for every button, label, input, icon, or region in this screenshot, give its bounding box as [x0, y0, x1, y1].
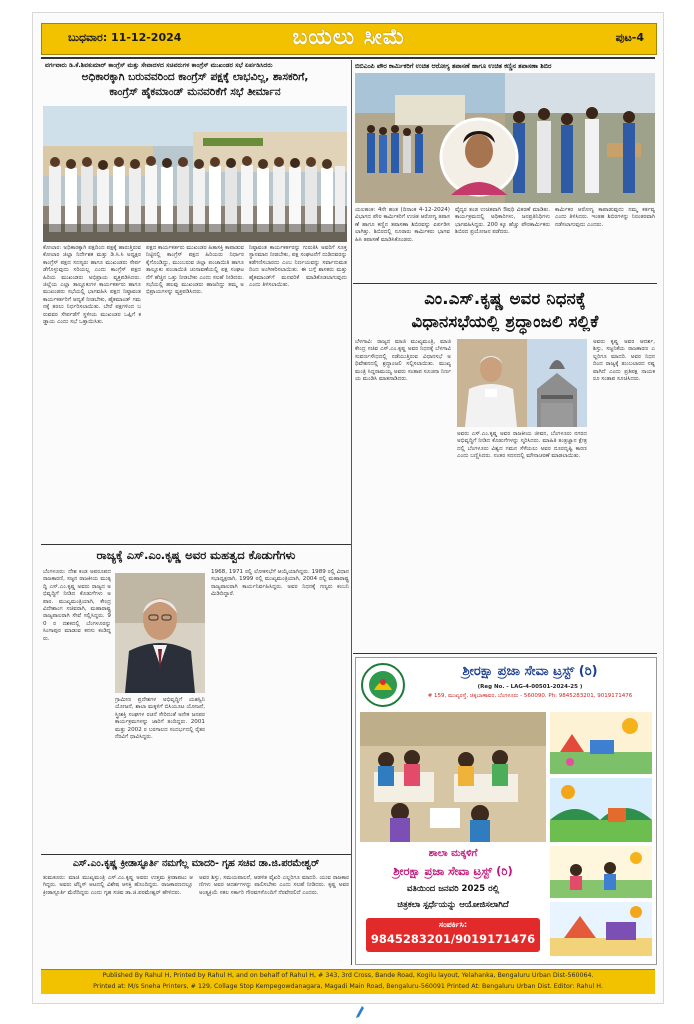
- ad-painting-3: [550, 846, 652, 898]
- story1-body-col3: ನಿಷ್ಠಾವಂತ ಕಾರ್ಯಕರ್ತರನ್ನು ಗುರುತಿಸಿ ಅವರಿಗೆ ಸೂಕ್ತ ಸ್ಥಾನಮಾನ ನೀಡಬೇಕು, ಪಕ್ಷ ಸಂಘಟನೆಗೆ ದುಡಿದವರನ್ನು ಕಡೆಗಣಿಸಬಾರದು ಎಂಬ ನಿರ್ಣಯವನ್ನು ಸರ್ವಾನುಮತದಿಂದ ಅಂಗೀಕರಿಸಲಾಯಿತು. ಈ ಬಗ್ಗೆ ಶಾಸಕರು ಮತ್ತು ಹೈಕಮಾಂಡ್‌ಗೆ ಮನವರಿಕೆ ಮಾಡಿಕೊಡಲಾಗುವುದು ಎಂದು ತಿಳಿಸಲಾಯಿತು.: [249, 245, 347, 289]
- masthead: [41, 23, 657, 55]
- story1-body-col2: ಪಕ್ಷದ ಕಾರ್ಯಕರ್ತರು ಮುಖಂಡರ ಹಿತಾಸಕ್ತಿ ಕಾಪಾಡುವ ನಿಟ್ಟಿನಲ್ಲಿ ಕಾಂಗ್ರೆಸ್ ಪಕ್ಷದ ಹಿರಿಯರು ನಿರ್ಧಾರ ಕೈಗೊಂಡಿದ್ದು, ಮುಂಬರುವ ಜಿಲ್ಲಾ ಪಂಚಾಯಿತಿ ಹಾಗೂ ತಾಲ್ಲೂಕು ಪಂಚಾಯಿತಿ ಚುನಾವಣೆಯಲ್ಲಿ ಪಕ್ಷ ಸಂಘಟನೆಗೆ ಹೆಚ್ಚಿನ ಒತ್ತು ನೀಡಬೇಕು ಎಂದು ಸಲಹೆ ನೀಡಿದರು. ಸಭೆಯಲ್ಲಿ ಹಲವು ಮುಖಂಡರು ಹಾಜರಿದ್ದು ತಮ್ಮ ಅಭಿಪ್ರಾಯಗಳನ್ನು ವ್ಯಕ್ತಪಡಿಸಿದರು.: [146, 245, 244, 296]
- health-camp-illustration: [355, 73, 655, 203]
- story3-headline-1: ಎಂ.ಎಸ್.ಕೃಷ್ಣ ಅವರ ನಿಧನಕ್ಕೆ: [424, 289, 586, 308]
- trust-reg-no: (Reg No. - LAG-4-00501-2024-25 ): [477, 684, 583, 690]
- painting-illustration-4: [550, 902, 652, 956]
- newspaper-title: ಬಯಲು ಸೀಮೆ: [292, 25, 406, 50]
- advertisement: [355, 657, 657, 965]
- section-divider-right-2: [353, 653, 657, 654]
- portrait-illustration: [115, 573, 205, 693]
- story5-headline: ಎಸ್.ಎಂ.ಕೃಷ್ಣ ಕ್ರೀಡಾಸ್ಫೂರ್ತಿ ನಮಗೆಲ್ಲ ಮಾದರಿ- ಗೃಹ ಸಚಿವ ಡಾ.ಜಿ.ಪರಮೇಶ್ವರ್: [72, 858, 320, 869]
- trust-logo-icon: [360, 662, 406, 708]
- story3-assembly-photo: [457, 339, 587, 427]
- ad-contact-phones: 9845283201/9019171476: [370, 932, 536, 946]
- story4-body-col1: ಬೆಂಗಳೂರು: ದೇಶ ಕಂಡ ಅಪರೂಪದ ರಾಜಕಾರಣಿ, ಸಜ್ಜನ ರಾಜಕೀಯ ಮುತ್ಸದ್ದಿ ಎಸ್.ಎಂ.ಕೃಷ್ಣ ಅವರು ರಾಜ್ಯದ ಅಭಿವೃದ್ಧಿಗೆ ನೀಡಿದ ಕೊಡುಗೆಗಳು ಅಪಾರ. ಮುಖ್ಯಮಂತ್ರಿಯಾಗಿ, ಕೇಂದ್ರ ವಿದೇಶಾಂಗ ಸಚಿವರಾಗಿ, ಮಹಾರಾಷ್ಟ್ರ ರಾಜ್ಯಪಾಲರಾಗಿ ಸೇವೆ ಸಲ್ಲಿಸಿದ್ದರು. 90 ರ ದಶಕದಲ್ಲಿ ಬೆಂಗಳೂರನ್ನು ಸಿಂಗಾಪುರ ಮಾಡುವ ಕನಸು ಕಂಡಿದ್ದರು.: [43, 569, 111, 642]
- story5-body-col2: ಅವರ ಶಿಸ್ತು, ಸಮಯಪಾಲನೆ, ಆಡಳಿತ ವೈಖರಿ ಎಲ್ಲರಿಗೂ ಮಾದರಿ. ಯುವ ರಾಜಕಾರಣಿಗಳು ಅವರ ಆದರ್ಶಗಳನ್ನು ಪಾಲಿಸಬೇಕು ಎಂದು ಸಲಹೆ ನೀಡಿದರು. ಕೃಷ್ಣ ಅವರ ಅಂತ್ಯಕ್ರಿಯೆ ಸಕಲ ಸರ್ಕಾರಿ ಗೌರವಗಳೊಂದಿಗೆ ನೆರವೇರಲಿದೆ ಎಂದರು.: [199, 875, 349, 896]
- children-drawing-illustration: [360, 712, 546, 842]
- trust-address: # 159, ಮುಖ್ಯರಸ್ತೆ, ಚಿಕ್ಕಬಾಣಾವರ, ಬೆಂಗಳೂರು - 560090. Ph: 9845283201, 9019171476: [427, 693, 633, 699]
- ad-contact-label: ಸಂಪರ್ಕಿಸಿ:: [438, 920, 468, 929]
- story1-kicker: ವರ್ಗವಾರು ಡಿ.ಕೆ.ಶಿವಕುಮಾರ್ ಕಾಂಗ್ರೆಸ್ ಮತ್ತು ಸೇವಾದಳದ ಸಚಿವರುಗಳ ಕಾಂಗ್ರೆಸ್ ಮುಖಂಡರ ಸಭೆ ಏರ್ಪಡಿಸಿದರು: [45, 62, 273, 69]
- story3-body-col1: ಬೆಳಗಾವಿ: ರಾಜ್ಯದ ಮಾಜಿ ಮುಖ್ಯಮಂತ್ರಿ, ಮಾಜಿ ಕೇಂದ್ರ ಸಚಿವ ಎಸ್.ಎಂ.ಕೃಷ್ಣ ಅವರ ನಿಧನಕ್ಕೆ ಬೆಳಗಾವಿ ಸುವರ್ಣಸೌಧದಲ್ಲಿ ನಡೆಯುತ್ತಿರುವ ವಿಧಾನಸಭೆ ಅಧಿವೇಶನದಲ್ಲಿ ಶ್ರದ್ಧಾಂಜಲಿ ಸಲ್ಲಿಸಲಾಯಿತು. ಮುಖ್ಯಮಂತ್ರಿ ಸಿದ್ದರಾಮಯ್ಯ ಅವರು ಸಂತಾಪ ಸೂಚನಾ ನಿರ್ಣಯ ಮಂಡಿಸಿ ಮಾತನಾಡಿದರು.: [355, 339, 451, 383]
- assembly-illustration: [457, 339, 587, 427]
- story4-headline: ರಾಜ್ಯಕ್ಕೆ ಎಸ್.ಎಂ.ಕೃಷ್ಣ ಅವರ ಮಹತ್ವದ ಕೊಡುಗೆಗಳು: [96, 548, 296, 562]
- story1-body-col1: ಕೋಲಾರ: ಅಧಿಕಾರಕ್ಕಾಗಿ ಪಕ್ಷದಿಂದ ಪಕ್ಷಕ್ಕೆ ಹಾರುತ್ತಿರುವ ಕೋಲಾರ ಜಿಲ್ಲಾ ನಿರ್ದೇಶಕ ಮತ್ತು ಡಿ.ಸಿ.ಸಿ ಅಧ್ಯಕ್ಷರ ಕಾಂಗ್ರೆಸ್ ಪಕ್ಷದ ಸದಸ್ಯರು ಹಾಗೂ ಮುಖಂಡರು ಸೇರ್ಪಡೆಗೊಳ್ಳುವುದು ಸರಿಯಲ್ಲ ಎಂದು ಕಾಂಗ್ರೆಸ್ ಪಕ್ಷದ ಹಿರಿಯ ಮುಖಂಡರು ಅಭಿಪ್ರಾಯ ವ್ಯಕ್ತಪಡಿಸಿದರು. ಜಿಲ್ಲೆಯ ಎಲ್ಲಾ ತಾಲ್ಲೂಕುಗಳ ಕಾರ್ಯಕರ್ತರು ಹಾಗೂ ಮುಖಂಡರು ಸಭೆಯಲ್ಲಿ ಭಾಗವಹಿಸಿ ಪಕ್ಷದ ನಿಷ್ಠಾವಂತ ಕಾರ್ಯಕರ್ತರಿಗೆ ಆದ್ಯತೆ ನೀಡಬೇಕು, ಹೈಕಮಾಂಡ್ ಗಮನಕ್ಕೆ ತರಲು ನಿರ್ಧರಿಸಲಾಯಿತು. ಬೇರೆ ಪಕ್ಷಗಳಿಂದ ಬರುವವರ ಸೇರ್ಪಡೆಗೆ ಸ್ಥಳೀಯ ಮುಖಂಡರ ಒಪ್ಪಿಗೆ ಕಡ್ಡಾಯ ಎಂದು ಸಭೆ ಒತ್ತಾಯಿಸಿತು.: [43, 245, 141, 326]
- story5-body-col1: ತುಮಕೂರು: ಮಾಜಿ ಮುಖ್ಯಮಂತ್ರಿ ಎಸ್.ಎಂ.ಕೃಷ್ಣ ಅವರು ಉತ್ತಮ ಕ್ರೀಡಾಪಟು ಆಗಿದ್ದರು. ಅವರು ಟೆನ್ನಿಸ್ ಆಟದಲ್ಲಿ ವಿಶೇಷ ಆಸಕ್ತಿ ಹೊಂದಿದ್ದರು. ರಾಜಕಾರಣದಲ್ಲೂ ಕ್ರೀಡಾಸ್ಫೂರ್ತಿ ಮೆರೆದಿದ್ದರು ಎಂದು ಗೃಹ ಸಚಿವ ಡಾ.ಜಿ.ಪರಮೇಶ್ವರ್ ಹೇಳಿದರು.: [43, 875, 193, 896]
- page-number: ಪುಟ-4: [615, 31, 644, 44]
- column-divider: [351, 60, 352, 965]
- ad-painting-4: [550, 902, 652, 956]
- story4-portrait-photo: [115, 573, 205, 693]
- newspaper-page: [32, 12, 664, 1004]
- masthead-rule: [41, 57, 655, 59]
- imprint-footer: [41, 969, 655, 994]
- painting-illustration-1: [550, 712, 652, 774]
- painting-illustration-3: [550, 846, 652, 898]
- ad-children-drawing-photo: [360, 712, 546, 842]
- ad-line-1: ಶಾಲಾ ಮಕ್ಕಳಿಗೆ: [428, 848, 478, 859]
- story2-camp-photo: [355, 73, 655, 203]
- group-photo-illustration: [43, 106, 347, 242]
- story1-group-photo: [43, 106, 347, 242]
- ad-line-2: ಶ್ರೀರಕ್ಷಾ ಪ್ರಜಾ ಸೇವಾ ಟ್ರಸ್ಟ್ (ರಿ): [393, 864, 513, 878]
- ad-line-4: ಚಿತ್ರಕಲಾ ಸ್ಪರ್ಧೆಯನ್ನು ಆಯೋಜಿಸಲಾಗಿದೆ: [397, 900, 509, 910]
- ad-painting-1: [550, 712, 652, 774]
- story2-body-col2: ವೈದ್ಯರ ತಂಡ ಉಚಿತವಾಗಿ ಔಷಧಿ ವಿತರಣೆ ಮಾಡಿತು. ಕಾರ್ಯಕ್ರಮದಲ್ಲಿ ಅಧಿಕಾರಿಗಳು, ಜನಪ್ರತಿನಿಧಿಗಳು ಭಾಗವಹಿಸಿದ್ದರು. 200 ಕ್ಕೂ ಹೆಚ್ಚು ಪೌರಕಾರ್ಮಿಕರು ಶಿಬಿರದ ಪ್ರಯೋಜನ ಪಡೆದರು.: [455, 207, 550, 236]
- story3-body-col3: ಅವರು ಕೃಷ್ಣ ಅವರ ಆದರ್ಶ, ಶಿಸ್ತು, ಸಜ್ಜನಿಕೆಯ ರಾಜಕಾರಣ ಎಲ್ಲರಿಗೂ ಮಾದರಿ. ಅವರ ನಿಧನದಿಂದ ರಾಜ್ಯಕ್ಕೆ ತುಂಬಲಾರದ ನಷ್ಟವಾಗಿದೆ ಎಂದು ಪ್ರತಿಪಕ್ಷ ನಾಯಕರೂ ಸಂತಾಪ ಸೂಚಿಸಿದರು.: [593, 339, 655, 383]
- ad-contact-banner: [366, 918, 540, 952]
- section-divider-left: [41, 544, 351, 545]
- story3-body-col2: ಅವರು ಎಸ್.ಎಂ.ಕೃಷ್ಣ ಅವರ ರಾಜಕೀಯ ಜೀವನ, ಬೆಂಗಳೂರು ನಗರದ ಅಭಿವೃದ್ಧಿಗೆ ನೀಡಿದ ಕೊಡುಗೆಗಳನ್ನು ಸ್ಮರಿಸಿದರು. ಮಾಹಿತಿ ತಂತ್ರಜ್ಞಾನ ಕ್ಷೇತ್ರದಲ್ಲಿ ಬೆಂಗಳೂರು ವಿಶ್ವದ ಗಮನ ಸೆಳೆಯಲು ಅವರ ದೂರದೃಷ್ಟಿ ಕಾರಣ ಎಂದು ಬಣ್ಣಿಸಿದರು. ನಂತರ ಸದನದಲ್ಲಿ ಮೌನಾಚರಣೆ ಮಾಡಲಾಯಿತು.: [457, 431, 587, 460]
- ad-text-panel: [360, 846, 546, 956]
- story1-headline-2: ಕಾಂಗ್ರೆಸ್ ಹೈಕಮಾಂಡ್ ಮನವರಿಕೆಗೆ ಸಭೆ ತೀರ್ಮಾನ: [109, 86, 281, 98]
- painting-illustration-2: [550, 778, 652, 842]
- story3-headline-2: ವಿಧಾನಸಭೆಯಲ್ಲಿ ಶ್ರದ್ಧಾಂಜಲಿ ಸಲ್ಲಿಕೆ: [411, 312, 599, 331]
- ad-line-3: ವತಿಯಿಂದ ಜನವರಿ 2025 ರಲ್ಲಿ: [406, 884, 500, 894]
- story2-body-col1: ಯಲಹಂಕ: 4ನೇ ಹಂತ (ದಿನಾಂಕ 4-12-2024) ವಿಭಾಗದ ಪೌರ ಕಾರ್ಮಿಕರಿಗೆ ಉಚಿತ ಆರೋಗ್ಯ ತಪಾಸಣೆ ಹಾಗೂ ಕಣ್ಣಿನ ತಪಾಸಣಾ ಶಿಬಿರವನ್ನು ಏರ್ಪಡಿಸಲಾಗಿತ್ತು. ಶಿಬಿರದಲ್ಲಿ ನೂರಾರು ಕಾರ್ಮಿಕರು ಭಾಗವಹಿಸಿ ತಪಾಸಣೆ ಮಾಡಿಸಿಕೊಂಡರು.: [355, 207, 450, 243]
- story1-headline-1: ಅಧಿಕಾರಕ್ಕಾಗಿ ಬರುವವರಿಂದ ಕಾಂಗ್ರೆಸ್ ಪಕ್ಷಕ್ಕೆ ಲಾಭವಿಲ್ಲ, ಶಾಸಕರಿಗೆ,: [81, 71, 309, 83]
- section-divider-right: [353, 283, 657, 284]
- trust-name: ಶ್ರೀರಕ್ಷಾ ಪ್ರಜಾ ಸೇವಾ ಟ್ರಸ್ಟ್ (ರಿ): [462, 664, 598, 679]
- scroll-handle-icon[interactable]: [355, 1005, 365, 1019]
- story2-kicker: ಬಿಬಿಎಂಪಿ ಪೌರ ಕಾರ್ಮಿಕರಿಗೆ ಉಚಿತ ಆರೋಗ್ಯ ತಪಾಸಣೆ ಹಾಗೂ ಉಚಿತ ಕಣ್ಣಿನ ತಪಾಸಣಾ ಶಿಬಿರ: [355, 62, 552, 70]
- issue-date: ಬುಧವಾರ: 11-12-2024: [68, 31, 182, 44]
- story4-body-col2: ಗ್ರಾಮೀಣ ಪ್ರದೇಶಗಳ ಅಭಿವೃದ್ಧಿಗೆ ಯಶಸ್ವಿನಿ ಯೋಜನೆ, ಶಾಲಾ ಮಕ್ಕಳಿಗೆ ಬಿಸಿಯೂಟ ಯೋಜನೆ, ಸ್ತ್ರೀಶಕ್ತಿ ಸಂಘಗಳ ರಚನೆ ಸೇರಿದಂತೆ ಅನೇಕ ಜನಪರ ಕಾರ್ಯಕ್ರಮಗಳನ್ನು ಜಾರಿಗೆ ತಂದಿದ್ದರು. 2001 ಮತ್ತು 2002 ರ ಬರಗಾಲದ ಸಂದರ್ಭದಲ್ಲಿ ರೈತರ ನೆರವಿಗೆ ಧಾವಿಸಿದ್ದರು.: [115, 697, 205, 741]
- story4-body-col3: 1968, 1971 ರಲ್ಲಿ ಲೋಕಸಭೆಗೆ ಆಯ್ಕೆಯಾಗಿದ್ದರು. 1989 ರಲ್ಲಿ ವಿಧಾನಸಭಾಧ್ಯಕ್ಷರಾಗಿ, 1999 ರಲ್ಲಿ ಮುಖ್ಯಮಂತ್ರಿಯಾಗಿ, 2004 ರಲ್ಲಿ ಮಹಾರಾಷ್ಟ್ರ ರಾಜ್ಯಪಾಲರಾಗಿ ಕಾರ್ಯನಿರ್ವಹಿಸಿದ್ದರು. ಅವರ ನಿಧನಕ್ಕೆ ಗಣ್ಯರು ಕಂಬನಿ ಮಿಡಿದಿದ್ದಾರೆ.: [211, 569, 349, 598]
- imprint-line-1: Published By Rahul H, Printed by Rahul H, and on behalf of Rahul H, # 343, 3rd Cross, Bande Road, Kogilu layout, Yelahanka, Bengaluru Urban Dist-560064.: [102, 972, 594, 979]
- section-divider-left-2: [41, 854, 351, 855]
- imprint-line-2: Printed at: M/s Sneha Printers, # 129, Collage Stop Kempegowdanagara, Magadi Main Road, Bengaluru-560091 Printed At: Bengaluru Urban Dist. Editor: Rahul H.: [93, 983, 603, 990]
- story2-body-col3: ಕಾರ್ಮಿಕರ ಆರೋಗ್ಯ ಕಾಪಾಡುವುದು ನಮ್ಮ ಕರ್ತವ್ಯ ಎಂದು ತಿಳಿಸಿದರು. ಇಂತಹ ಶಿಬಿರಗಳನ್ನು ನಿರಂತರವಾಗಿ ನಡೆಸಲಾಗುವುದು ಎಂದರು.: [555, 207, 655, 228]
- ad-painting-2: [550, 778, 652, 842]
